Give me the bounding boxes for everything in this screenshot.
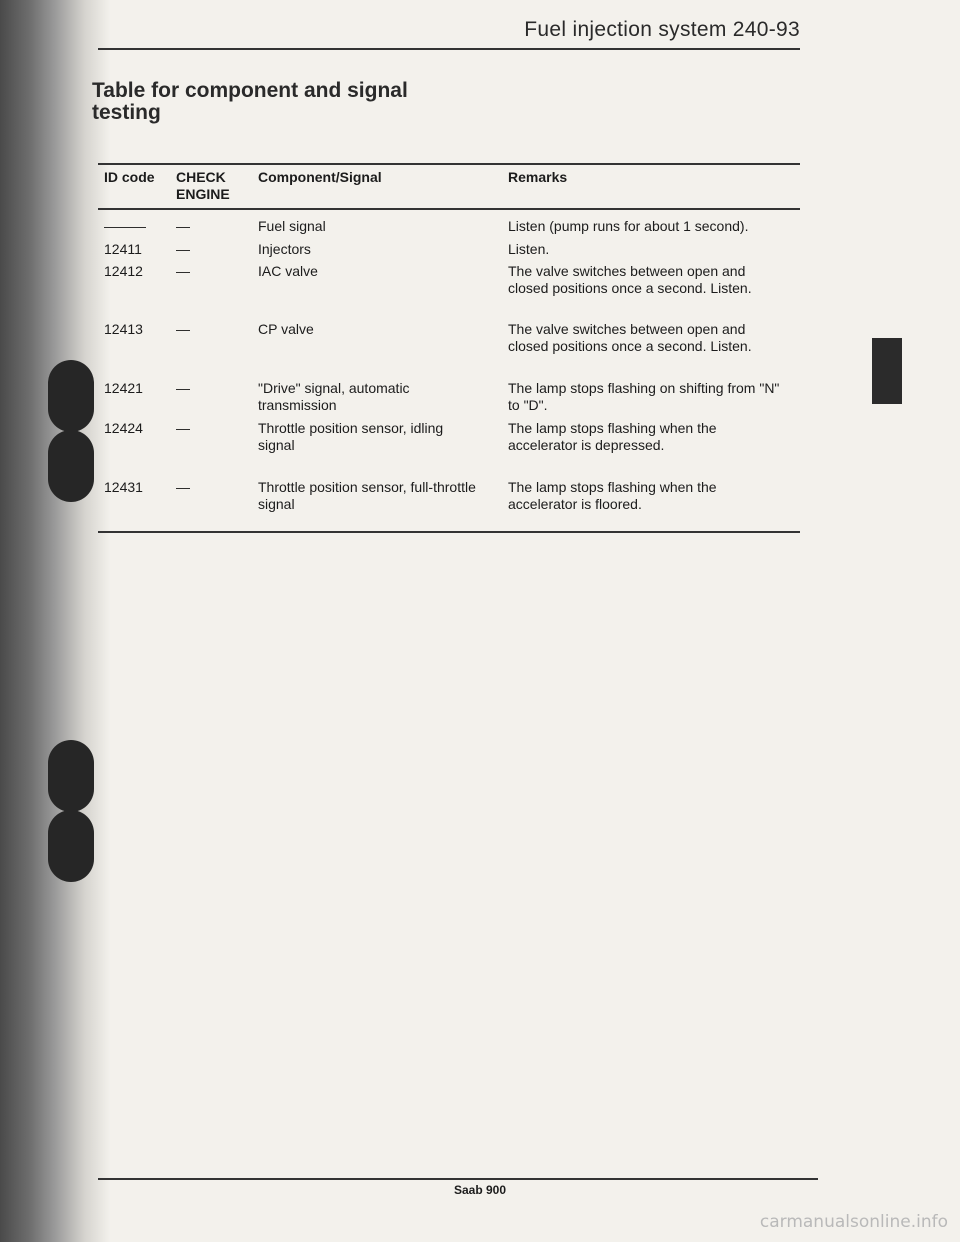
cell-remarks: The valve switches between open and closed positions once a second. Listen. [508, 321, 752, 354]
page-footer: Saab 900 [453, 1183, 507, 1197]
punch-hole [48, 360, 94, 432]
cell-component: IAC valve [258, 263, 318, 279]
cell-check-engine: — [176, 420, 190, 436]
page-header-title: Fuel injection system 240-93 [524, 18, 800, 41]
cell-remarks: Listen. [508, 241, 550, 257]
section-tab-marker [872, 338, 902, 404]
cell-component: "Drive" signal, automatic transmission [258, 380, 410, 413]
cell-id-code: 12421 [104, 380, 143, 396]
cell-component: Fuel signal [258, 218, 326, 234]
punch-hole [48, 430, 94, 502]
column-header-component: Component/Signal [258, 169, 382, 185]
cell-check-engine: — [176, 263, 190, 279]
header-rule [98, 48, 800, 50]
cell-check-engine: — [176, 218, 190, 234]
cell-remarks: Listen (pump runs for about 1 second). [508, 218, 749, 234]
table-bottom-rule [98, 531, 800, 533]
cell-component: CP valve [258, 321, 314, 337]
cell-check-engine: — [176, 380, 190, 396]
column-header-id-code: ID code [104, 169, 155, 185]
column-header-remarks: Remarks [508, 169, 568, 185]
footer-rule [98, 1178, 818, 1180]
column-header-check-engine: CHECK ENGINE [176, 169, 230, 202]
table-head-bottom-rule [98, 208, 800, 210]
cell-remarks: The lamp stops flashing when the accelerator is floored. [508, 479, 717, 512]
cell-remarks: The valve switches between open and closed positions once a second. Listen. [508, 263, 752, 296]
cell-component: Injectors [258, 241, 311, 257]
binding-edge [0, 0, 110, 1242]
cell-id-code: 12411 [104, 241, 142, 257]
punch-hole [48, 740, 94, 812]
section-title: Table for component and signal testing [92, 79, 408, 124]
cell-id-code: 12431 [104, 479, 143, 495]
cell-check-engine: — [176, 479, 190, 495]
cell-remarks: The lamp stops flashing when the accelerator is depressed. [508, 420, 717, 453]
watermark-text: carmanualsonline.info [759, 1212, 948, 1232]
cell-remarks: The lamp stops flashing on shifting from "N" to "D". [508, 380, 780, 413]
cell-id-code: 12412 [104, 263, 143, 279]
cell-component: Throttle position sensor, full-throttle signal [258, 479, 476, 512]
cell-id-code: 12424 [104, 420, 143, 436]
cell-id-code: 12413 [104, 321, 143, 337]
cell-check-engine: — [176, 321, 190, 337]
punch-hole [48, 810, 94, 882]
cell-id-code: ——— [104, 218, 146, 234]
cell-check-engine: — [176, 241, 190, 257]
cell-component: Throttle position sensor, idling signal [258, 420, 444, 453]
table-head-top-rule [98, 163, 800, 165]
